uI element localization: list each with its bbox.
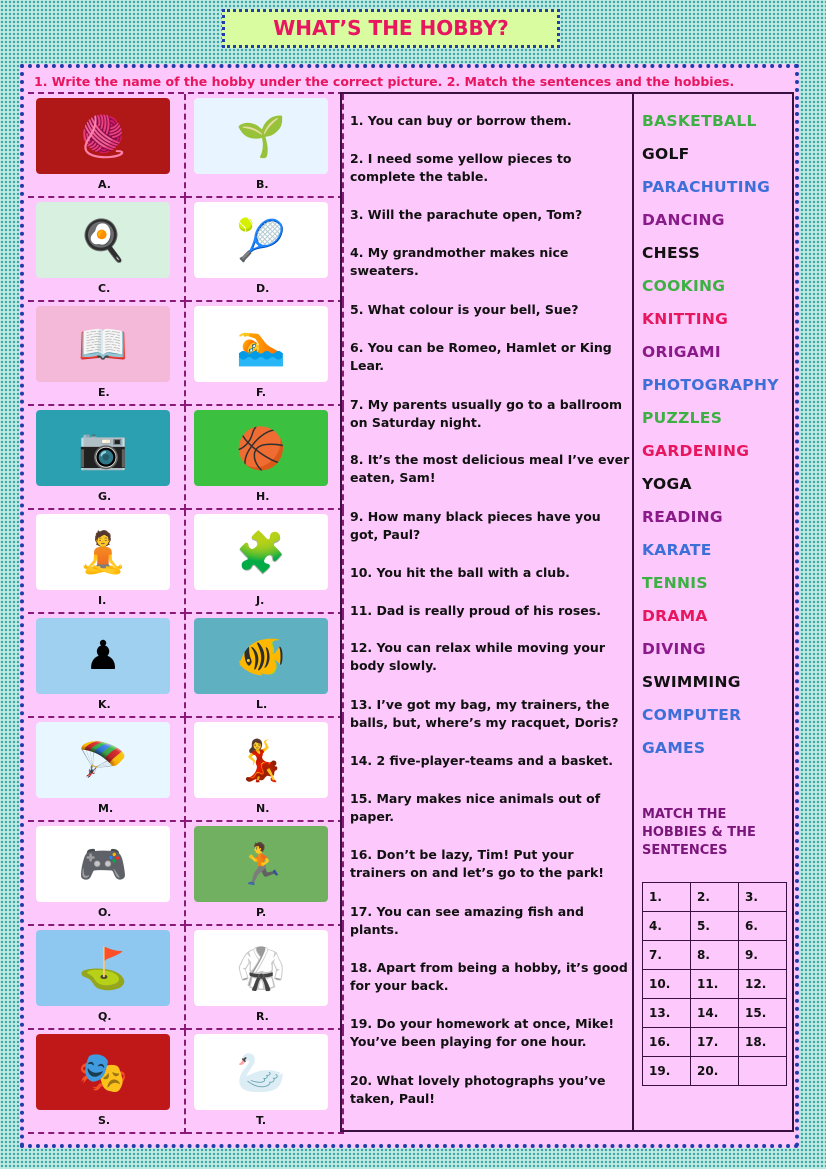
picture-cell	[186, 510, 344, 614]
hobby-word: GOLF	[642, 145, 690, 163]
sentence-item: 9. How many black pieces have you got, Paul?	[350, 509, 601, 542]
picture-label: B.	[256, 178, 269, 191]
cooking-icon: 🍳	[36, 202, 170, 278]
parachuting-icon: 🪂	[36, 722, 170, 798]
hobby-word: PUZZLES	[642, 409, 723, 427]
answer-cell[interactable]: 9.	[739, 941, 787, 970]
gardening-icon: 🌱	[194, 98, 328, 174]
running-icon: 🏃	[194, 826, 328, 902]
hobby-word: DIVING	[642, 640, 706, 658]
origami-icon: 🦢	[194, 1034, 328, 1110]
picture-cell	[28, 406, 186, 510]
instructions: 1. Write the name of the hobby under the correct picture. 2. Match the sentences and the hobbies.	[34, 74, 735, 89]
sentence-item: 16. Don’t be lazy, Tim! Put your trainers on and let’s go to the park!	[350, 847, 605, 880]
answer-cell[interactable]: 2.	[691, 883, 739, 912]
sentence-list	[340, 92, 632, 1132]
picture-label: M.	[98, 802, 114, 815]
picture-cell	[186, 198, 344, 302]
hobby-word: GARDENING	[642, 442, 750, 460]
hobby-word: YOGA	[642, 475, 692, 493]
picture-cell	[186, 94, 344, 198]
sentence-item: 18. Apart from being a hobby, it’s good for your back.	[350, 960, 628, 993]
answer-cell[interactable]: 4.	[643, 912, 691, 941]
yoga-icon: 🧘	[36, 514, 170, 590]
photography-icon: 📷	[36, 410, 170, 486]
hobby-word: KNITTING	[642, 310, 729, 328]
picture-cell	[186, 718, 344, 822]
picture-label: K.	[98, 698, 111, 711]
puzzle-icon: 🧩	[194, 514, 328, 590]
picture-label: E.	[98, 386, 110, 399]
picture-grid	[28, 92, 344, 1132]
hobby-word: BASKETBALL	[642, 112, 757, 130]
picture-label: T.	[256, 1114, 267, 1127]
swimming-icon: 🏊	[194, 306, 328, 382]
sentence-item: 3. Will the parachute open, Tom?	[350, 207, 583, 222]
answer-cell[interactable]: 18.	[739, 1028, 787, 1057]
hobby-word: DRAMA	[642, 607, 708, 625]
worksheet-body	[20, 64, 799, 1148]
picture-cell	[28, 1030, 186, 1134]
basketball-icon: 🏀	[194, 410, 328, 486]
picture-label: P.	[256, 906, 267, 919]
answer-cell[interactable]: 19.	[643, 1057, 691, 1086]
hobby-word: DANCING	[642, 211, 725, 229]
hobby-word: TENNIS	[642, 574, 708, 592]
answer-cell[interactable]: 11.	[691, 970, 739, 999]
computer-games-icon: 🎮	[36, 826, 170, 902]
hobby-word: ORIGAMI	[642, 343, 721, 361]
answer-cell[interactable]: 6.	[739, 912, 787, 941]
sentence-item: 8. It’s the most delicious meal I’ve ever eaten, Sam!	[350, 452, 630, 485]
hobby-word: SWIMMING	[642, 673, 741, 691]
sentence-item: 11. Dad is really proud of his roses.	[350, 603, 601, 618]
diving-icon: 🐠	[194, 618, 328, 694]
match-title: MATCH THE HOBBIES & THE SENTENCES	[642, 807, 756, 858]
hobby-word: PARACHUTING	[642, 178, 771, 196]
hobby-word: KARATE	[642, 541, 712, 559]
hobby-word: COMPUTER	[642, 706, 742, 724]
picture-cell	[28, 614, 186, 718]
hobby-word: GAMES	[642, 739, 706, 757]
answer-cell[interactable]: 13.	[643, 999, 691, 1028]
answer-cell[interactable]: 15.	[739, 999, 787, 1028]
picture-cell	[28, 926, 186, 1030]
picture-label: Q.	[98, 1010, 112, 1023]
picture-cell	[186, 406, 344, 510]
picture-label: F.	[256, 386, 267, 399]
picture-label: G.	[98, 490, 112, 503]
picture-cell	[186, 614, 344, 718]
picture-label: C.	[98, 282, 111, 295]
answer-cell[interactable]	[739, 1057, 787, 1086]
picture-cell	[186, 926, 344, 1030]
sentence-item: 2. I need some yellow pieces to complete the table.	[350, 151, 572, 184]
dancing-icon: 💃	[194, 722, 328, 798]
sentence-item: 1. You can buy or borrow them.	[350, 113, 572, 128]
sentence-item: 19. Do your homework at once, Mike! You’ve been playing for one hour.	[350, 1016, 615, 1049]
answer-cell[interactable]: 1.	[643, 883, 691, 912]
hobby-word-bank	[632, 92, 794, 1132]
answer-cell[interactable]: 12.	[739, 970, 787, 999]
answer-cell[interactable]: 5.	[691, 912, 739, 941]
hobby-word: CHESS	[642, 244, 701, 262]
sentence-item: 6. You can be Romeo, Hamlet or King Lear.	[350, 340, 612, 373]
picture-cell	[186, 302, 344, 406]
answer-cell[interactable]: 16.	[643, 1028, 691, 1057]
sentence-item: 17. You can see amazing fish and plants.	[350, 904, 584, 937]
picture-cell	[28, 302, 186, 406]
picture-cell	[28, 822, 186, 926]
picture-cell	[186, 822, 344, 926]
hobby-word: PHOTOGRAPHY	[642, 376, 779, 394]
answer-grid	[642, 882, 787, 1086]
answer-cell[interactable]: 8.	[691, 941, 739, 970]
worksheet-title: WHAT’S THE HOBBY?	[222, 9, 560, 48]
sentence-item: 4. My grandmother makes nice sweaters.	[350, 245, 569, 278]
sentence-item: 7. My parents usually go to a ballroom on Saturday night.	[350, 397, 623, 430]
picture-label: N.	[256, 802, 270, 815]
knitting-icon: 🧶	[36, 98, 170, 174]
sentence-item: 12. You can relax while moving your body slowly.	[350, 640, 605, 673]
answer-cell[interactable]: 3.	[739, 883, 787, 912]
drama-icon: 🎭	[36, 1034, 170, 1110]
answer-cell[interactable]: 14.	[691, 999, 739, 1028]
answer-cell[interactable]: 20.	[691, 1057, 739, 1086]
picture-cell	[28, 510, 186, 614]
answer-cell[interactable]: 17.	[691, 1028, 739, 1057]
picture-label: S.	[98, 1114, 111, 1127]
sentence-item: 5. What colour is your bell, Sue?	[350, 302, 579, 317]
sentence-item: 10. You hit the ball with a club.	[350, 565, 570, 580]
picture-cell	[28, 198, 186, 302]
sentence-item: 13. I’ve got my bag, my trainers, the balls, but, where’s my racquet, Doris?	[350, 697, 619, 730]
reading-icon: 📖	[36, 306, 170, 382]
golf-icon: ⛳	[36, 930, 170, 1006]
picture-label: O.	[98, 906, 112, 919]
picture-label: I.	[98, 594, 107, 607]
sentence-item: 14. 2 five-player-teams and a basket.	[350, 753, 614, 768]
picture-label: J.	[256, 594, 265, 607]
hobby-word: COOKING	[642, 277, 726, 295]
tennis-racket-icon: 🎾	[194, 202, 328, 278]
picture-label: A.	[98, 178, 111, 191]
sentence-item: 20. What lovely photographs you’ve taken, Paul!	[350, 1073, 606, 1106]
hobby-word: READING	[642, 508, 723, 526]
picture-label: L.	[256, 698, 268, 711]
picture-label: R.	[256, 1010, 269, 1023]
answer-cell[interactable]: 7.	[643, 941, 691, 970]
sentence-item: 15. Mary makes nice animals out of paper.	[350, 791, 601, 824]
karate-icon: 🥋	[194, 930, 328, 1006]
picture-cell	[28, 718, 186, 822]
picture-label: H.	[256, 490, 270, 503]
picture-label: D.	[256, 282, 270, 295]
chess-icon: ♟	[36, 618, 170, 694]
answer-cell[interactable]: 10.	[643, 970, 691, 999]
picture-cell	[186, 1030, 344, 1134]
picture-cell	[28, 94, 186, 198]
